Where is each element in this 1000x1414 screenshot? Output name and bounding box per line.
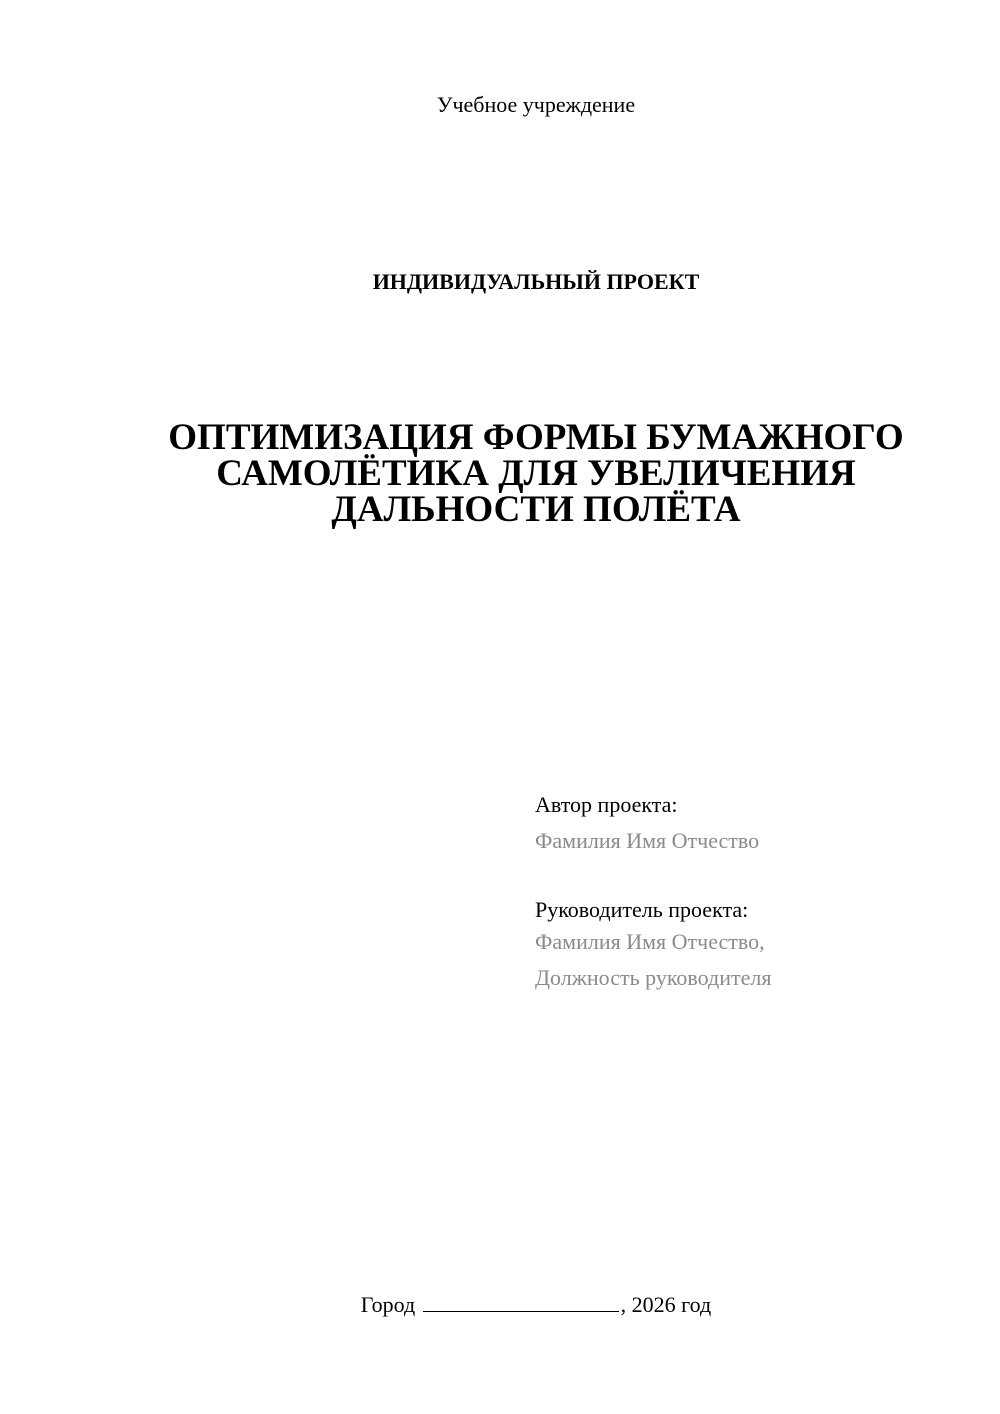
footer-city-year (0, 1291, 1000, 1319)
author-label: Автор проекта: (535, 792, 678, 817)
institution-name: Учебное учреждение (436, 92, 636, 117)
project-type-heading: ИНДИВИДУАЛЬНЫЙ ПРОЕКТ (372, 269, 700, 294)
supervisor-label: Руководитель проекта: (535, 897, 749, 922)
project-title-line: ОПТИМИЗАЦИЯ ФОРМЫ БУМАЖНОГО (168, 417, 904, 458)
author-name: Фамилия Имя Отчество (535, 828, 760, 853)
project-title-line: ДАЛЬНОСТИ ПОЛЁТА (331, 489, 741, 530)
city-blank-line (423, 1291, 619, 1312)
supervisor-block (535, 896, 975, 996)
project-title (100, 417, 972, 530)
year-text: , 2026 год (620, 1292, 712, 1317)
city-label: Город (360, 1292, 416, 1317)
author-block (535, 791, 975, 859)
project-title-line: САМОЛЁТИКА ДЛЯ УВЕЛИЧЕНИЯ (216, 453, 856, 494)
supervisor-position: Должность руководителя (535, 965, 772, 990)
supervisor-name: Фамилия Имя Отчество, (535, 929, 765, 954)
